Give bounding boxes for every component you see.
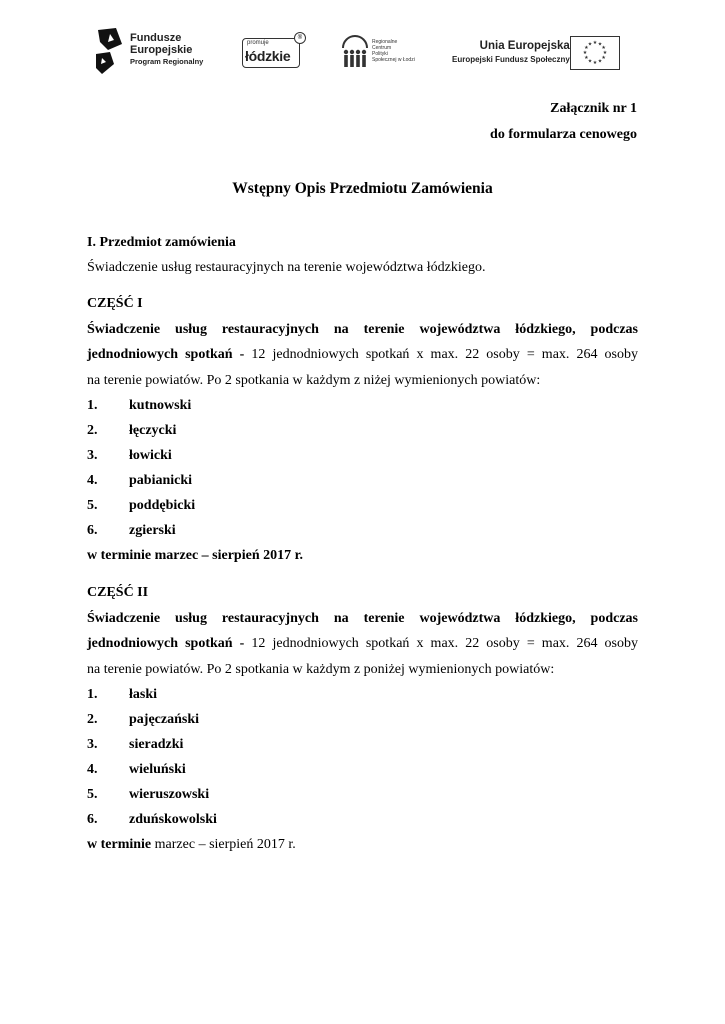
annex-form-ref: do formularza cenowego — [490, 127, 637, 142]
part-1-desc-line3: na terenie powiatów. Po 2 spotkania w każdym z niżej wymienionych powiatów: — [87, 373, 541, 388]
lodzkie-logo-big: łódzkie — [245, 48, 291, 64]
list-item-name: łowicki — [129, 448, 172, 463]
list-item — [87, 687, 638, 703]
list-item — [87, 473, 638, 489]
list-item — [87, 398, 638, 414]
list-item — [87, 787, 638, 803]
list-item-name: pabianicki — [129, 473, 193, 488]
list-item-name: wieluński — [129, 762, 186, 777]
rcps-line: Regionalne — [372, 39, 398, 45]
svg-text:★: ★ — [584, 45, 589, 51]
list-item-number: 1. — [87, 687, 98, 702]
fe-logo-line3: Program Regionalny — [130, 57, 204, 67]
svg-text:★: ★ — [597, 41, 603, 48]
svg-text:★: ★ — [592, 60, 598, 66]
list-item-number: 2. — [87, 423, 98, 438]
fe-star-icon — [96, 28, 124, 76]
part-1-desc-line1: Świadczenie usług restauracyjnych na terenie województwa łódzkiego, podczas — [87, 322, 638, 337]
part-1-meetings-detail: 12 jednodniowych spotkań x max. 22 osoby = max. 264 osoby — [244, 347, 639, 362]
part-2-term-label: w terminie — [87, 837, 152, 852]
list-item-name: zgierski — [129, 523, 176, 538]
list-item-number: 6. — [87, 523, 98, 538]
section-heading: I. Przedmiot zamówienia — [87, 235, 236, 250]
part-2-term — [87, 837, 638, 853]
part-1-heading: CZĘŚĆ I — [87, 296, 143, 311]
ue-logo-line2: Europejski Fundusz Społeczny — [452, 55, 570, 64]
list-item-name: pajęczański — [129, 712, 199, 727]
part-2-term-dates: marzec – sierpień 2017 r. — [151, 837, 296, 852]
part-2-desc-line3: na terenie powiatów. Po 2 spotkania w każdym z poniżej wymienionych powiatów: — [87, 662, 555, 677]
svg-text:★: ★ — [602, 50, 608, 56]
list-item-name: zduńskowolski — [129, 812, 217, 827]
list-item — [87, 448, 638, 464]
svg-text:★: ★ — [601, 55, 606, 61]
svg-text:★: ★ — [584, 55, 589, 61]
svg-text:★: ★ — [587, 58, 593, 65]
list-item-name: wieruszowski — [129, 787, 210, 802]
rcps-line: Społecznej w Łodzi — [372, 57, 415, 63]
lodzkie-logo-small: promuje — [247, 40, 269, 46]
list-item-number: 1. — [87, 398, 98, 413]
list-item-number: 5. — [87, 787, 98, 802]
fe-logo-line1: Fundusze — [130, 32, 182, 44]
list-item — [87, 762, 638, 778]
list-item-number: 3. — [87, 737, 98, 752]
part-1-term: w terminie marzec – sierpień 2017 r. — [87, 548, 304, 563]
fe-logo-line2: Europejskie — [130, 44, 193, 57]
list-item-number: 5. — [87, 498, 98, 513]
rcps-people-icon — [340, 34, 370, 70]
list-item-name: łęczycki — [129, 423, 177, 438]
svg-text:★: ★ — [601, 45, 606, 51]
part-2-meetings-label: jednodniowych spotkań - — [87, 636, 245, 651]
registered-mark: ® — [294, 32, 306, 44]
part-2-desc-line2 — [87, 636, 638, 652]
part-2-desc-line1: Świadczenie usług restauracyjnych na terenie województwa łódzkiego, podczas — [87, 611, 638, 626]
list-item-number: 4. — [87, 762, 98, 777]
list-item — [87, 737, 638, 753]
document-title: Wstępny Opis Przedmiotu Zamówienia — [232, 180, 493, 197]
rcps-line: Polityki — [372, 51, 388, 57]
promuje-lodzkie-logo — [242, 36, 304, 70]
list-item-name: kutnowski — [129, 398, 192, 413]
svg-text:★: ★ — [597, 58, 603, 65]
svg-text:★: ★ — [587, 41, 593, 48]
list-item-name: poddębicki — [129, 498, 196, 513]
list-item — [87, 498, 638, 514]
list-item-number: 6. — [87, 812, 98, 827]
list-item-number: 3. — [87, 448, 98, 463]
list-item-name: sieradzki — [129, 737, 184, 752]
list-item-name: łaski — [129, 687, 158, 702]
rcps-line: Centrum — [372, 45, 392, 51]
part-1-meetings-label: jednodniowych spotkań - — [87, 347, 245, 362]
list-item — [87, 712, 638, 728]
part-2-heading: CZĘŚĆ II — [87, 585, 149, 600]
part-2-meetings-detail: 12 jednodniowych spotkań x max. 22 osoby = max. 264 osoby — [244, 636, 639, 651]
list-item — [87, 812, 638, 828]
svg-text:★: ★ — [582, 50, 588, 56]
list-item-number: 4. — [87, 473, 98, 488]
section-text: Świadczenie usług restauracyjnych na terenie województwa łódzkiego. — [87, 260, 486, 275]
eu-flag-icon — [570, 36, 620, 70]
svg-text:★: ★ — [592, 40, 598, 46]
list-item — [87, 423, 638, 439]
annex-number: Załącznik nr 1 — [550, 101, 637, 116]
list-item — [87, 523, 638, 539]
ue-logo-line1: Unia Europejska — [479, 40, 570, 52]
list-item-number: 2. — [87, 712, 98, 727]
part-1-desc-line2 — [87, 347, 638, 363]
